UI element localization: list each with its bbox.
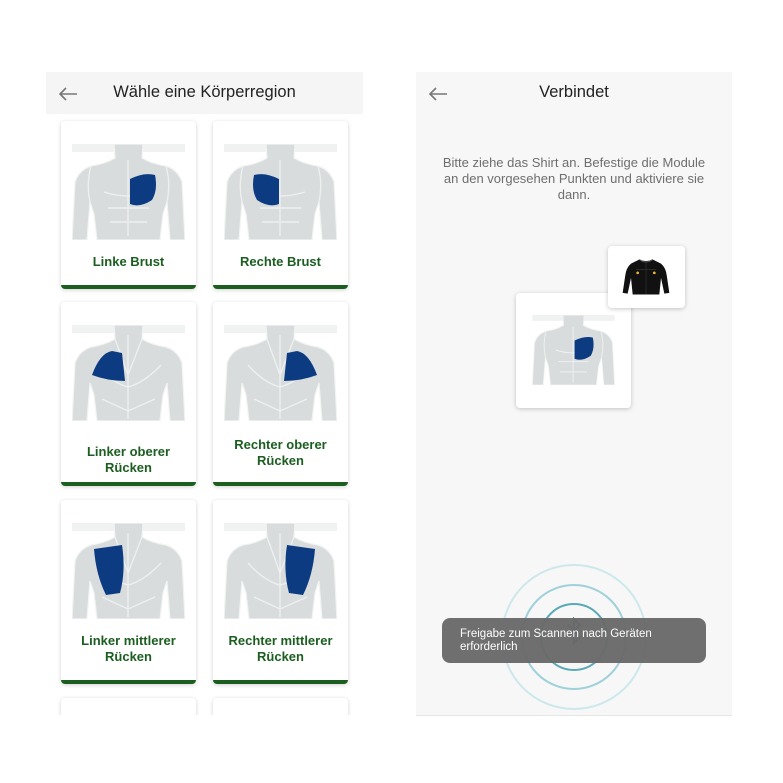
region-card-partial[interactable] bbox=[61, 698, 196, 715]
region-label: Linke Brust bbox=[92, 254, 165, 269]
region-label: Linker oberer Rücken bbox=[86, 444, 171, 475]
selected-region-card bbox=[516, 293, 631, 408]
region-card-right-mid-back[interactable] bbox=[213, 500, 348, 684]
app-bar bbox=[416, 72, 732, 114]
shirt-card bbox=[608, 246, 685, 308]
torso-back-illustration bbox=[224, 523, 337, 619]
body-region-screen bbox=[46, 72, 363, 715]
torso-back-illustration bbox=[72, 523, 185, 619]
region-label: Rechte Brust bbox=[240, 254, 321, 269]
torso-front-illustration bbox=[532, 315, 615, 385]
torso-back-illustration bbox=[72, 325, 185, 421]
region-label: Rechter oberer Rücken bbox=[234, 437, 327, 468]
region-card-left-mid-back[interactable] bbox=[61, 500, 196, 684]
connecting-screen bbox=[416, 72, 732, 716]
permission-toast: Freigabe zum Scannen nach Geräten erforderlich bbox=[442, 618, 706, 663]
region-card-partial[interactable] bbox=[213, 698, 348, 715]
page-title: Verbindet bbox=[539, 83, 609, 101]
page-title: Wähle eine Körperregion bbox=[113, 83, 296, 101]
torso-front-illustration bbox=[224, 144, 337, 240]
compression-shirt-icon bbox=[621, 252, 671, 302]
region-card-right-upper-back[interactable] bbox=[213, 302, 348, 486]
region-card-left-upper-back[interactable] bbox=[61, 302, 196, 486]
torso-back-illustration bbox=[224, 325, 337, 421]
instruction-text: Bitte ziehe das Shirt an. Befestige die Module an den vorgesehen Punkten und aktiviere sie dann. bbox=[442, 155, 706, 202]
region-card-right-chest[interactable] bbox=[213, 121, 348, 289]
region-card-left-chest[interactable] bbox=[61, 121, 196, 289]
region-label: Rechter mittlerer Rücken bbox=[228, 633, 333, 664]
torso-front-illustration bbox=[72, 144, 185, 240]
app-bar bbox=[46, 72, 363, 114]
region-label: Linker mittlerer Rücken bbox=[81, 633, 176, 664]
